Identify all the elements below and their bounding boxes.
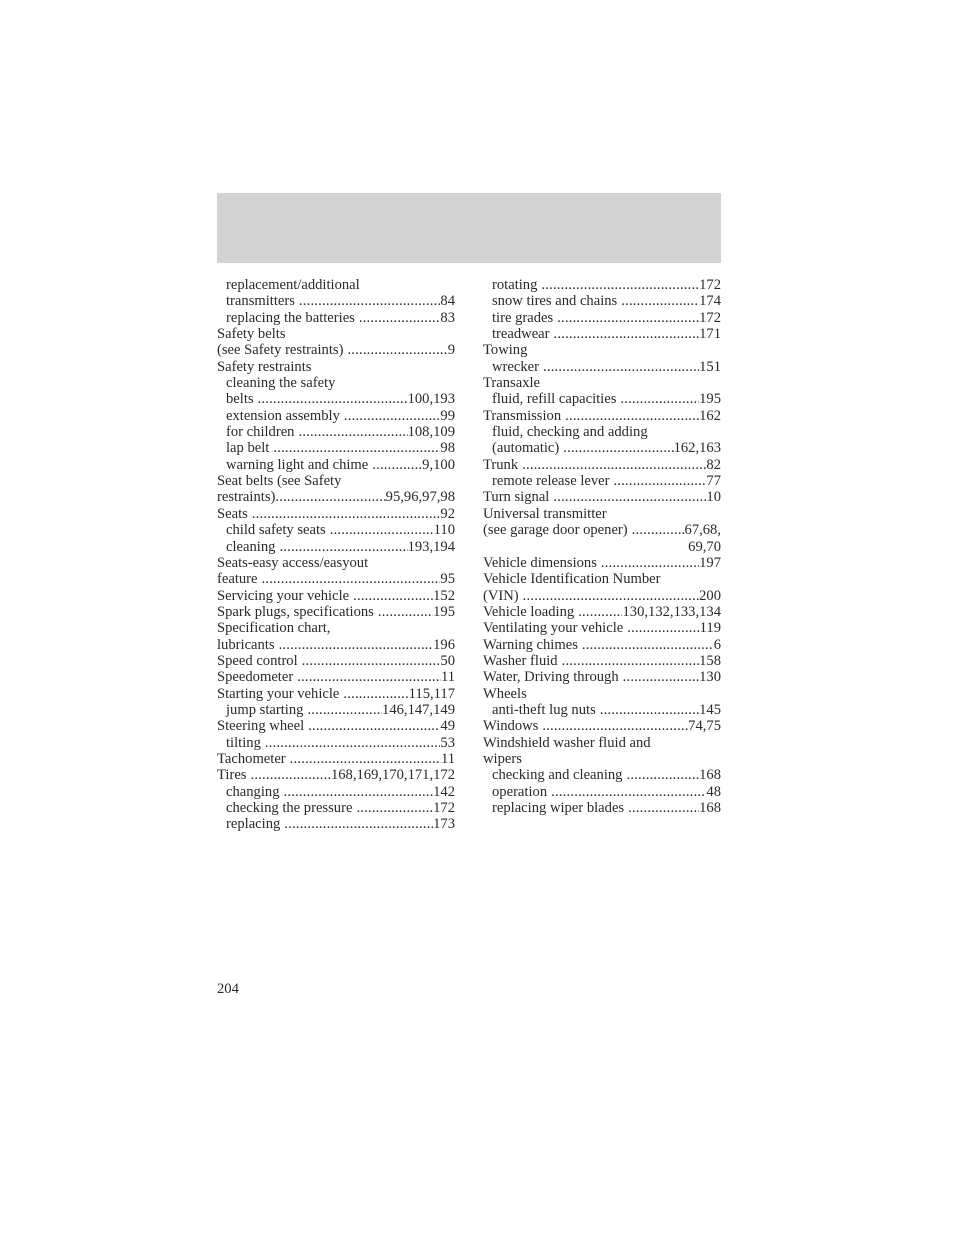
index-subentry [483,440,721,456]
index-entry-pages: 74,75 [688,718,721,735]
dot-leader [632,522,685,538]
index-entry-text: Wheels [483,685,527,702]
index-entry [483,637,721,653]
index-entry-pages: 100,193 [407,391,455,408]
dot-leader [601,555,699,571]
index-entry-pages: 162,163 [673,440,721,457]
index-entry-pages: 50 [440,652,455,669]
dot-leader [299,293,441,309]
dot-leader [330,522,434,538]
index-entry-pages: 197 [699,554,721,571]
index-entry-text: changing [226,783,280,800]
index-entry-pages: 195 [699,391,721,408]
index-entry-pages: 172 [699,277,721,293]
index-subentry [217,293,455,309]
index-entry-text: belts [226,391,254,408]
index-entry [483,751,721,767]
index-subentry [217,424,455,440]
index-entry-pages: 77 [706,473,721,490]
index-subentry [217,702,455,718]
index-subentry [217,539,455,555]
index-subentry [217,522,455,538]
index-entry-pages: 145 [699,701,721,718]
index-entry-pages: 49 [440,718,455,735]
index-entry [483,457,721,473]
index-entry-pages: 108,109 [407,424,455,441]
index-entry-pages: 11 [440,669,455,686]
index-entry-continuation [483,539,721,555]
index-entry-text: Speed control [217,652,298,669]
index-entry-text: checking and cleaning [492,767,623,784]
index-entry [217,555,455,571]
index-entry [483,604,721,620]
index-entry-text: remote release lever [492,473,610,490]
dot-leader [347,342,447,358]
index-entry [217,473,455,489]
dot-leader [600,702,699,718]
index-entry-text: (automatic) [492,440,560,457]
dot-leader [523,588,699,604]
index-entry-pages: 11 [440,750,455,767]
index-entry [483,620,721,636]
index-entry-text: warning light and chime [226,456,369,473]
index-entry-text: checking the pressure [226,800,353,816]
index-entry-text: replacement/additional [226,277,360,293]
index-entry-text: Windshield washer fluid and [483,734,651,751]
index-entry-text: cleaning the safety [226,375,336,392]
index-entry [217,359,455,375]
index-entry-pages: 99 [440,407,455,424]
index-entry [483,588,721,604]
index-entry [483,653,721,669]
index-entry-text: lap belt [226,440,270,457]
index-entry-text: Spark plugs, specifications [217,603,374,620]
index-entry-text: fluid, checking and adding [492,424,648,441]
index-entry-text: Speedometer [217,669,294,686]
index-entry-text: Vehicle loading [483,603,575,620]
index-entry [217,669,455,685]
index-entry-pages: 83 [440,309,455,326]
index-subentry [483,293,721,309]
dot-leader [623,669,699,685]
index-subentry [217,457,455,473]
dot-leader [542,718,688,734]
index-entry-pages: 110 [433,522,455,539]
index-entry-text: Washer fluid [483,652,558,669]
dot-leader [297,669,441,685]
dot-leader [378,604,433,620]
dot-leader [628,800,699,816]
index-entry [483,506,721,522]
index-entry-pages: 172 [699,309,721,326]
dot-leader [302,653,441,669]
index-entry-pages: 119 [699,620,721,637]
dot-leader [258,391,408,407]
index-entry-pages: 98 [440,440,455,457]
index-column-left [217,277,455,833]
dot-leader [543,359,699,375]
index-entry-pages: 95,96,97,98 [385,489,455,506]
index-entry-text: treadwear [492,326,550,343]
index-entry-text: Safety belts [217,326,286,343]
index-entry-pages: 67,68, [684,522,721,539]
index-entry-pages: 195 [433,603,455,620]
index-entry-text: wipers [483,750,522,767]
index-entry-text: transmitters [226,293,295,310]
index-entry-text: (see Safety restraints) [217,342,344,359]
index-entry [483,718,721,734]
index-entry [217,637,455,653]
index-entry-text: replacing wiper blades [492,800,625,816]
index-entry-pages: 142 [433,783,455,800]
index-entry-text: lubricants [217,636,275,653]
index-entry-text: Safety restraints [217,358,312,375]
index-entry-text: anti-theft lug nuts [492,701,596,718]
index-entry-pages: 168 [699,800,721,816]
index-subentry [217,375,455,391]
dot-leader [273,440,440,456]
index-entry [483,375,721,391]
index-entry [217,751,455,767]
dot-leader [307,702,382,718]
index-entry-text: Vehicle dimensions [483,554,597,571]
dot-leader [562,653,700,669]
index-entry-text: Specification chart, [217,620,331,637]
index-subentry [217,310,455,326]
index-entry-text: for children [226,424,295,441]
dot-leader [344,408,441,424]
index-entry [217,489,455,505]
index-entry-text: Seat belts (see Safety [217,473,342,490]
index-entry [483,342,721,358]
index-entry-pages: 130,132,133,134 [622,603,721,620]
index-subentry [483,359,721,375]
index-entry [217,342,455,358]
dot-leader [252,506,441,522]
index-subentry [217,440,455,456]
index-entry [217,767,455,783]
index-entry-text: operation [492,783,548,800]
index-entry [483,408,721,424]
index-entry-text: fluid, refill capacities [492,391,617,408]
dot-leader [284,816,433,832]
index-entry-text: Towing [483,342,528,359]
index-subentry [217,408,455,424]
dot-leader [265,735,441,751]
index-entry-pages: 200 [699,587,721,604]
dot-leader [620,391,699,407]
index-entry-text: tilting [226,734,261,751]
index-entry-text: Tachometer [217,750,286,767]
index-entry-pages: 151 [699,358,721,375]
dot-leader [522,457,706,473]
index-entry [217,571,455,587]
index-entry-text: snow tires and chains [492,293,618,310]
dot-leader [372,457,422,473]
index-entry-pages: 9,100 [422,456,455,473]
dot-leader [578,604,622,620]
index-entry-text: Turn signal [483,489,550,506]
index-entry-text: Seats [217,505,248,522]
dot-leader [563,440,673,456]
index-entry-pages: 174 [699,293,721,310]
index-entry [217,718,455,734]
index-entry-pages: 168 [699,767,721,784]
index-subentry [217,735,455,751]
index-entry [217,506,455,522]
index-subentry [483,702,721,718]
index-entry-pages: 171 [699,326,721,343]
dot-leader [279,637,434,653]
index-subentry [483,310,721,326]
dot-leader [356,800,433,816]
index-entry-pages: 172 [433,800,455,816]
index-entry [483,686,721,702]
index-entry [217,653,455,669]
index-entry-pages: 173 [433,816,455,833]
index-entry-text: Warning chimes [483,636,578,653]
index-entry [217,620,455,636]
index-subentry [217,277,455,293]
dot-leader [343,686,408,702]
index-entry [483,735,721,751]
dot-leader [262,571,441,587]
dot-leader [308,718,440,734]
index-entry-text: feature [217,571,258,588]
index-entry-pages: 6 [713,636,721,653]
index-entry-text: replacing [226,816,281,833]
index-entry [483,571,721,587]
index-entry-pages: 146,147,149 [382,701,455,718]
dot-leader [582,637,714,653]
dot-leader [621,293,699,309]
index-column-right [483,277,721,816]
index-entry [217,604,455,620]
index-entry-text: tire grades [492,309,554,326]
index-entry-text: Water, Driving through [483,669,619,686]
index-subentry [217,800,455,816]
dot-leader [541,277,699,293]
index-entry [483,555,721,571]
index-subentry [483,277,721,293]
index-entry-pages: 193,194 [407,538,455,555]
index-entry-text: Transaxle [483,375,541,392]
index-entry-text: Steering wheel [217,718,305,735]
index-entry [483,489,721,505]
index-entry-text: restraints) [217,489,276,506]
index-entry-pages: 82 [706,456,721,473]
dot-leader [554,326,700,342]
index-entry-text: Servicing your vehicle [217,587,350,604]
index-subentry [483,767,721,783]
dot-leader [298,424,407,440]
index-subentry [483,800,721,816]
dot-leader [279,539,407,555]
index-entry-text: rotating [492,277,538,293]
index-subentry [483,784,721,800]
index-entry-text: Tires [217,767,247,784]
index-entry-pages: 95 [440,571,455,588]
index-entry-text: jump starting [226,701,304,718]
index-subentry [217,784,455,800]
index-entry-pages: 115,117 [408,685,455,702]
index-subentry [483,473,721,489]
index-subentry [217,391,455,407]
index-entry-text: Universal transmitter [483,505,607,522]
dot-leader [613,473,706,489]
index-subentry [217,816,455,832]
index-entry-text: (VIN) [483,587,519,604]
dot-leader [626,767,699,783]
index-entry-text: Seats-easy access/easyout [217,554,369,571]
index-entry-pages: 69,70 [688,538,721,555]
index-subentry [483,326,721,342]
index-entry-text: replacing the batteries [226,309,355,326]
index-entry-pages: 158 [699,652,721,669]
dot-leader [290,751,441,767]
index-entry-text: Starting your vehicle [217,685,340,702]
index-subentry [483,391,721,407]
index-entry-text: Vehicle Identification Number [483,571,661,588]
dot-leader [275,489,385,505]
index-entry-pages: 92 [440,505,455,522]
index-entry [483,522,721,538]
dot-leader [557,310,699,326]
index-entry-pages: 168,169,170,171,172 [330,767,455,784]
index-entry-pages: 10 [706,489,721,506]
dot-leader [250,767,330,783]
index-entry [483,669,721,685]
index-entry [217,326,455,342]
dot-leader [553,489,706,505]
index-entry-text: Windows [483,718,539,735]
index-entry-pages: 9 [447,342,455,359]
index-entry-text: Ventilating your vehicle [483,620,624,637]
index-entry-text: wrecker [492,358,539,375]
index-entry-text: child safety seats [226,522,326,539]
index-entry-pages: 196 [433,636,455,653]
index-entry-pages: 84 [440,293,455,310]
index-entry-pages: 162 [699,407,721,424]
dot-leader [284,784,434,800]
index-subentry [483,424,721,440]
dot-leader [359,310,441,326]
dot-leader [353,588,433,604]
index-entry-text: extension assembly [226,407,340,424]
index-entry-pages: 53 [440,734,455,751]
dot-leader [627,620,699,636]
index-entry [217,686,455,702]
index-entry-pages: 48 [706,783,721,800]
dot-leader [551,784,706,800]
index-entry-pages: 152 [433,587,455,604]
index-entry-text: cleaning [226,538,276,555]
index-entry-text: Transmission [483,407,562,424]
dot-leader [565,408,699,424]
index-entry-text: Trunk [483,456,519,473]
index-entry [217,588,455,604]
page-number: 204 [217,981,239,997]
index-entry-text: (see garage door opener) [483,522,628,539]
index-entry-pages: 130 [699,669,721,686]
header-band [217,193,721,263]
